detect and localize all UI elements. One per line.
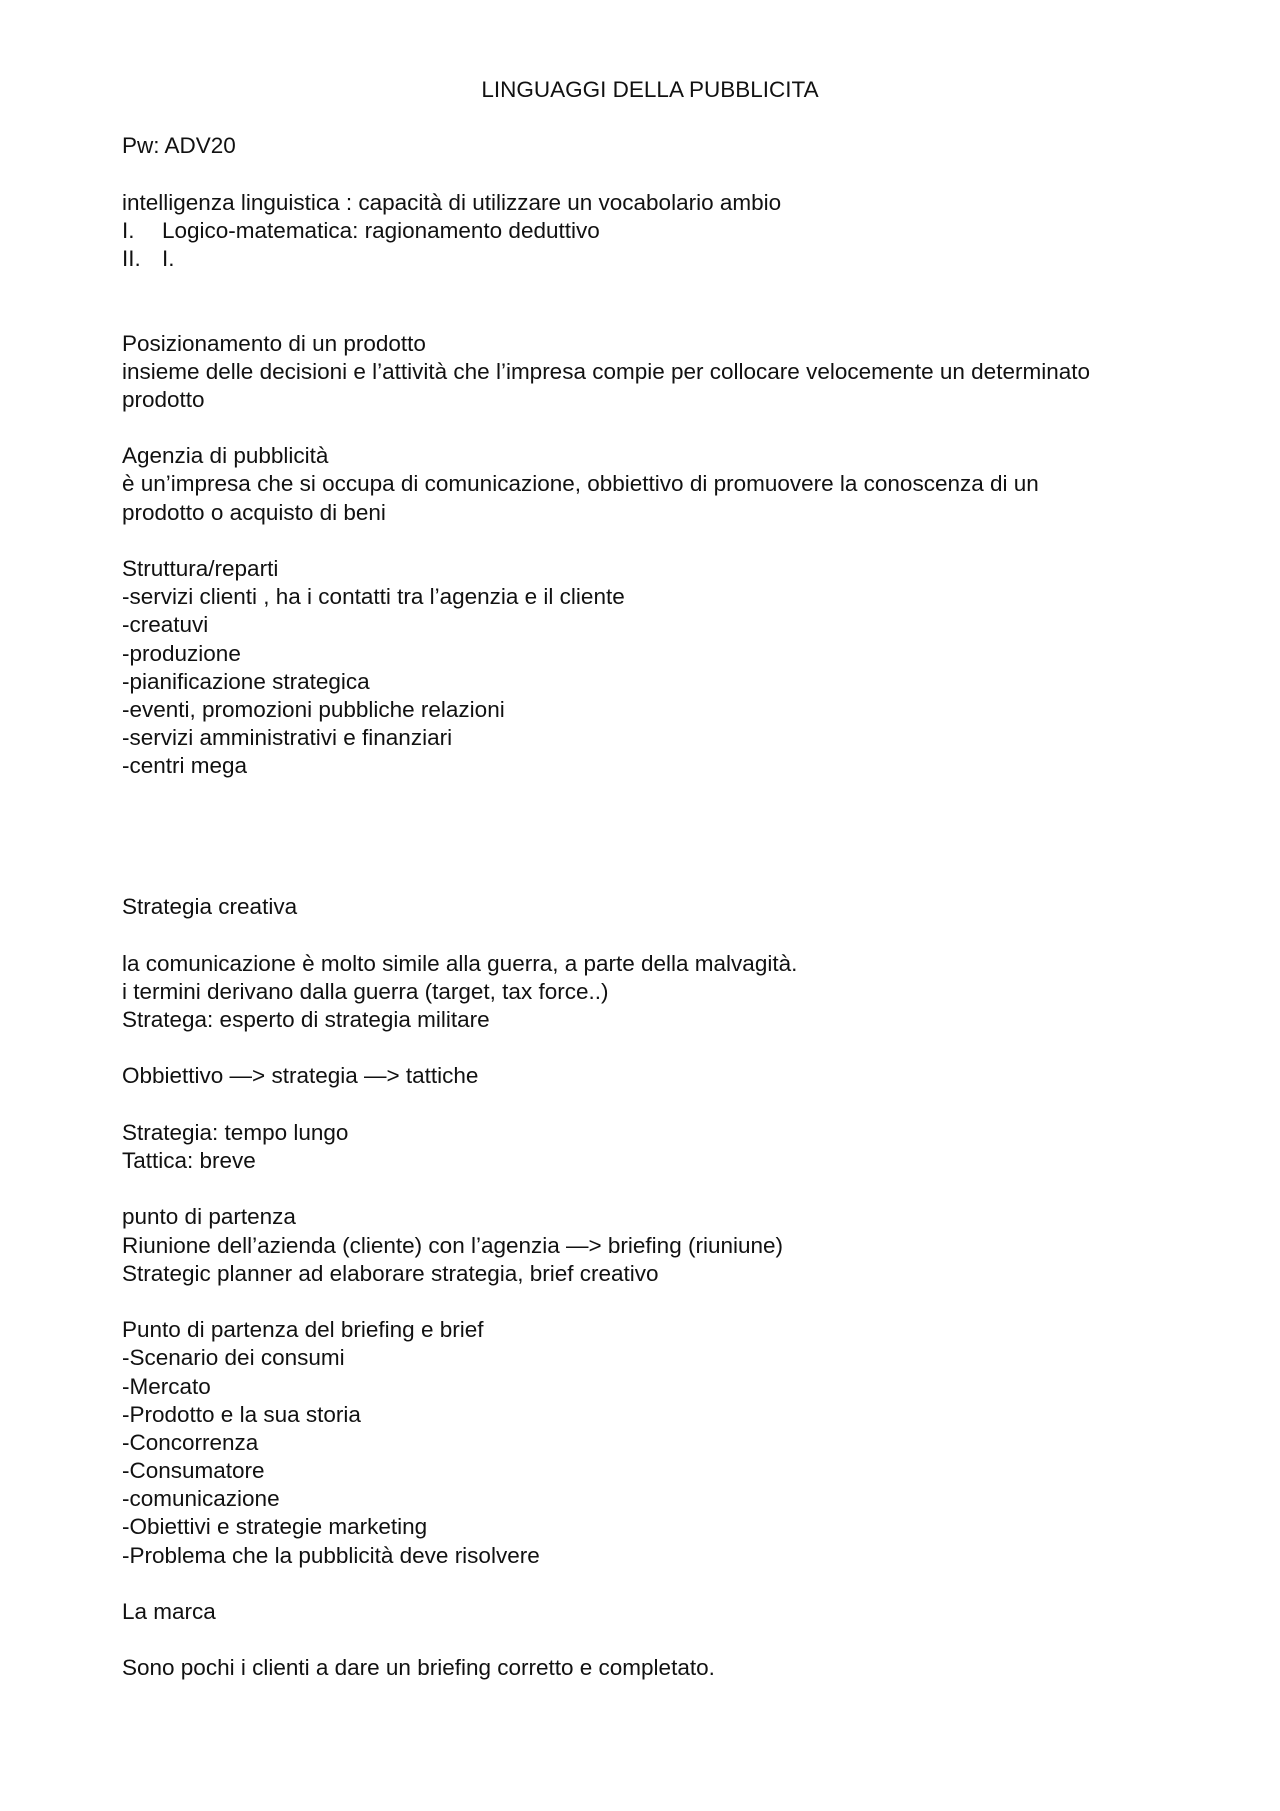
section-heading-struttura: Struttura/reparti	[122, 556, 279, 582]
section-heading-strategia: Strategia creativa	[122, 894, 298, 920]
section-heading-agenzia: Agenzia di pubblicità	[122, 443, 329, 469]
paragraph-line: prodotto o acquisto di beni	[122, 499, 386, 525]
list-item: -Mercato	[122, 1373, 211, 1399]
paragraph-line: Sono pochi i clienti a dare un briefing corretto e completato.	[122, 1655, 715, 1681]
paragraph-line: Stratega: esperto di strategia militare	[122, 1007, 490, 1033]
roman-list-item	[122, 217, 1162, 245]
list-item: -eventi, promozioni pubbliche relazioni	[122, 696, 505, 722]
list-item: -Scenario dei consumi	[122, 1345, 345, 1371]
list-item: -pianificazione strategica	[122, 668, 370, 694]
flow-line: Obbiettivo —> strategia —> tattiche	[122, 1063, 479, 1089]
paragraph-line: la comunicazione è molto simile alla guerra, a parte della malvagità.	[122, 950, 798, 976]
paragraph-line: Strategia: tempo lungo	[122, 1119, 349, 1145]
list-item: -Concorrenza	[122, 1429, 259, 1455]
list-item: -Prodotto e la sua storia	[122, 1401, 361, 1427]
paragraph-line: i termini derivano dalla guerra (target, tax force..)	[122, 978, 609, 1004]
list-item: -servizi amministrativi e finanziari	[122, 725, 453, 751]
roman-item-text: Logico-matematica: ragionamento deduttivo	[162, 217, 600, 243]
section-heading-marca: La marca	[122, 1599, 216, 1625]
paragraph-line: Riunione dell’azienda (cliente) con l’agenzia —> briefing (riuniune)	[122, 1232, 784, 1258]
intelligenza-line: intelligenza linguistica : capacità di utilizzare un vocabolario ambio	[122, 189, 782, 215]
document-page	[122, 76, 1162, 1683]
list-item: -creatuvi	[122, 612, 209, 638]
roman-numeral: I.	[122, 217, 135, 243]
password-line: Pw: ADV20	[122, 133, 236, 159]
list-item: -centri mega	[122, 753, 248, 779]
section-heading-briefing: Punto di partenza del briefing e brief	[122, 1317, 484, 1343]
paragraph-line: Tattica: breve	[122, 1148, 256, 1174]
list-item: -Consumatore	[122, 1458, 265, 1484]
list-item: -Problema che la pubblicità deve risolvere	[122, 1542, 540, 1568]
document-title: LINGUAGGI DELLA PUBBLICITA	[481, 77, 819, 102]
paragraph-line: insieme delle decisioni e l’attività che l’impresa compie per collocare velocemente un determinato	[122, 358, 1090, 384]
list-item: -Obiettivi e strategie marketing	[122, 1514, 428, 1540]
paragraph-line: Strategic planner ad elaborare strategia, brief creativo	[122, 1260, 659, 1286]
roman-list-item	[122, 245, 1162, 273]
list-item: -servizi clienti , ha i contatti tra l’agenzia e il cliente	[122, 584, 625, 610]
section-heading-posizionamento: Posizionamento di un prodotto	[122, 330, 426, 356]
roman-numeral: II.	[122, 245, 141, 271]
paragraph-line: punto di partenza	[122, 1204, 296, 1230]
list-item: -comunicazione	[122, 1486, 280, 1512]
roman-item-text: I.	[162, 245, 175, 271]
paragraph-line: prodotto	[122, 386, 205, 412]
list-item: -produzione	[122, 640, 241, 666]
paragraph-line: è un’impresa che si occupa di comunicazione, obbiettivo di promuovere la conoscenza di un	[122, 471, 1039, 497]
